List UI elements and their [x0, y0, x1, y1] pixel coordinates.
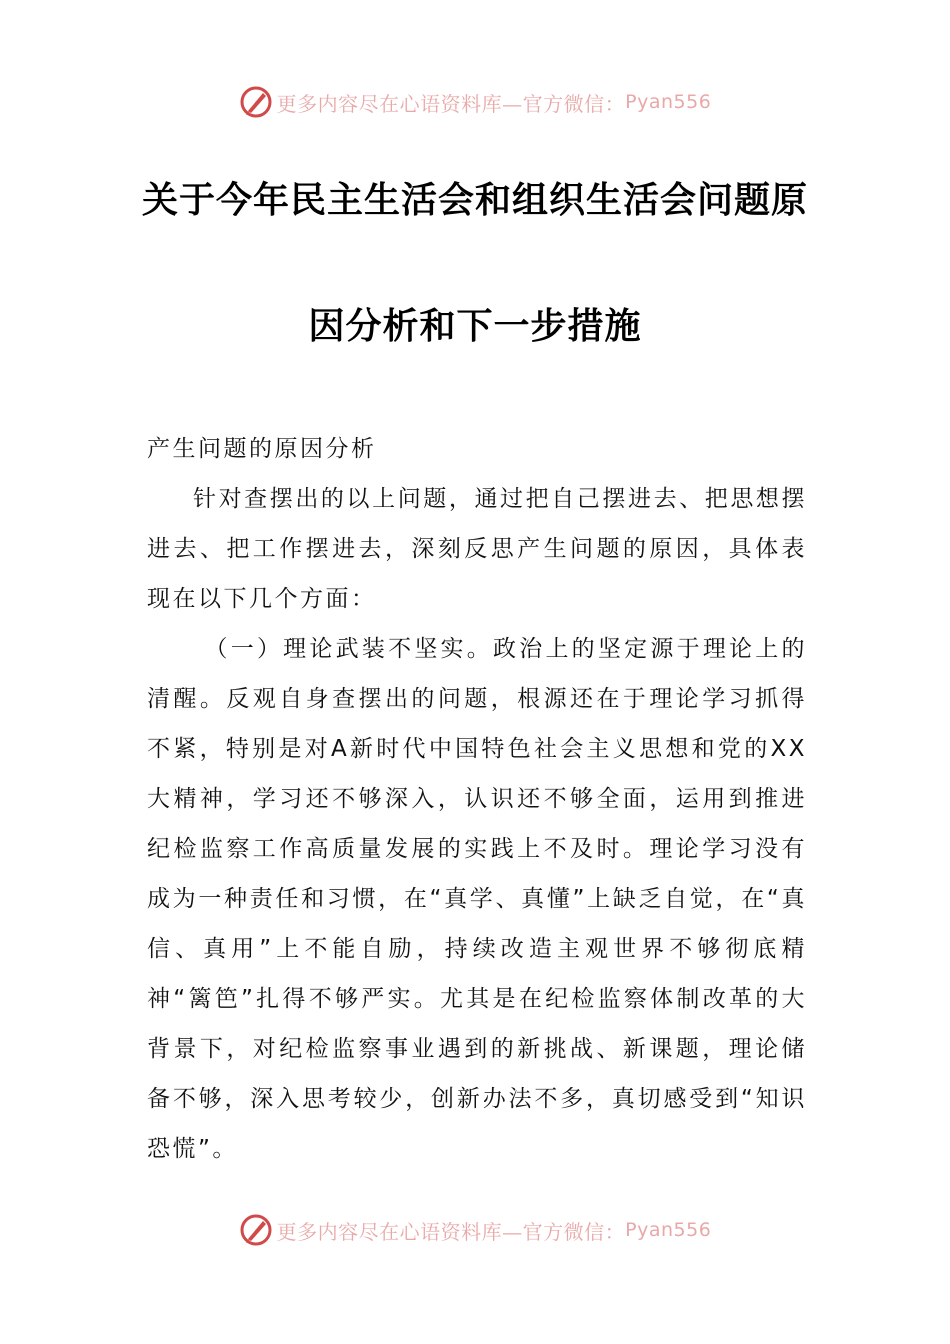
quill-pen-logo-icon	[239, 85, 273, 119]
document-title-line1: 关于今年民主生活会和组织生活会问题原	[141, 180, 808, 221]
section-heading: 产生问题的原因分析	[147, 436, 377, 462]
quill-pen-logo-icon	[239, 1213, 273, 1247]
watermark-footer	[0, 1208, 950, 1252]
watermark-text: 更多内容尽在心语资料库—官方微信：	[276, 91, 626, 116]
watermark-text: 更多内容尽在心语资料库—官方微信：	[276, 1219, 626, 1244]
document-title-line2: 因分析和下一步措施	[308, 306, 642, 347]
watermark-wechat-id: Pyan556	[625, 1219, 712, 1241]
watermark-wechat-id: Pyan556	[625, 91, 712, 113]
point-1-paragraph: （一）理论武装不坚实。政治上的坚定源于理论上的清醒。反观自身查摆出的问题，根源还在于理论学习抓得不紧，特别是对A新时代中国特色社会主义思想和党的XX大精神，学习还不够深入，认识还不够全面，运用到推进纪检监察工作高质量发展的实践上不及时。理论学习没有成为一种责任和习惯，在“真学、真懂”上缺乏自觉，在“真信、真用”上不能自励，持续改造主观世界不够彻底精神“篱笆”扎得不够严实。尤其是在纪检监察体制改革的大背景下，对纪检监察事业遇到的新挑战、新课题，理论储备不够，深入思考较少，创新办法不多，真切感受到“知识恐慌”。	[147, 636, 807, 1162]
document-body	[147, 424, 807, 1174]
intro-paragraph: 针对查摆出的以上问题，通过把自己摆进去、把思想摆进去、把工作摆进去，深刻反思产生问题的原因，具体表现在以下几个方面：	[147, 486, 807, 612]
watermark-header	[0, 80, 950, 124]
